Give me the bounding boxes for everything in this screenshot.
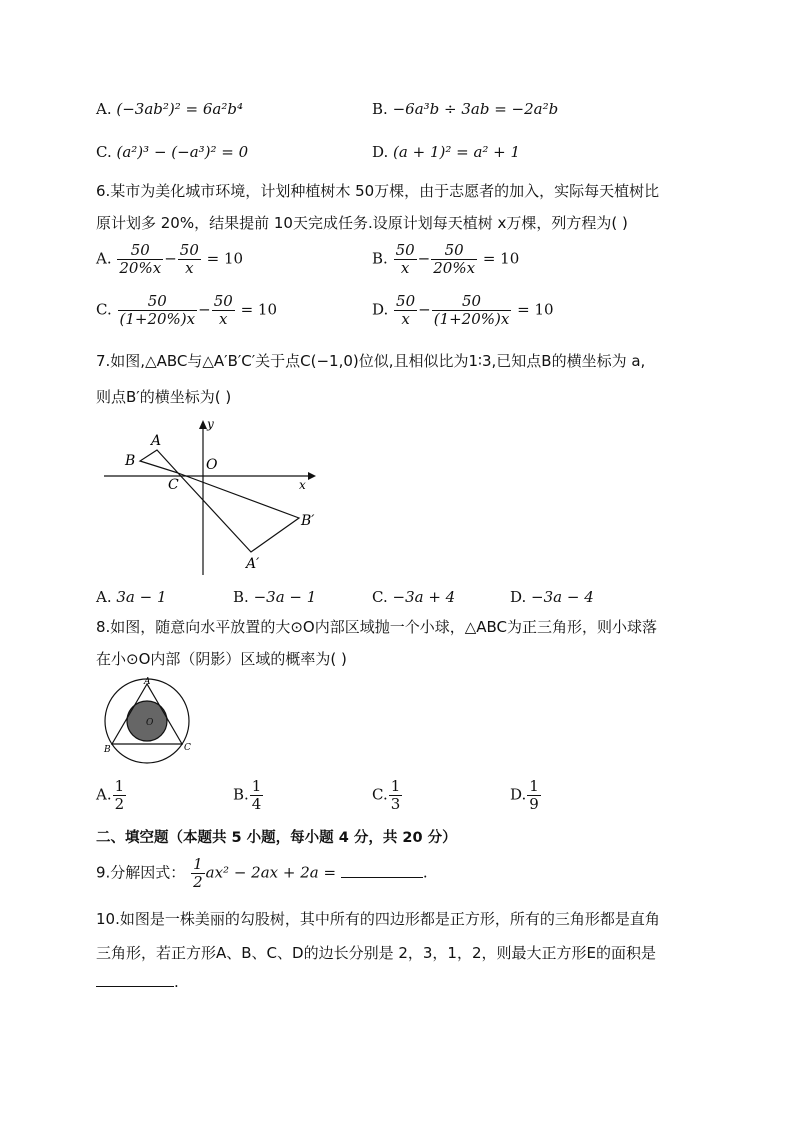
q10-stem-line1: 10.如图是一株美丽的勾股树，其中所有的四边形都是正方形，所有的三角形都是直角 bbox=[96, 910, 660, 928]
q8-option-d bbox=[510, 778, 542, 813]
q8d-den: 9 bbox=[529, 795, 539, 813]
q8b-label: B. bbox=[233, 785, 249, 804]
q8-stem-line2: 在小⊙O内部（阴影）区域的概率为( ) bbox=[96, 650, 347, 668]
q7a-text: 3a − 1 bbox=[116, 588, 167, 606]
label-o: O bbox=[206, 457, 218, 473]
q6-option-c-label: C. bbox=[96, 300, 112, 319]
q5-option-a-label: A. bbox=[96, 100, 112, 118]
q8b-num: 1 bbox=[251, 777, 262, 795]
q9-suffix: . bbox=[422, 863, 428, 882]
label-a: A bbox=[151, 433, 162, 449]
q6d-num1: 50 bbox=[396, 292, 416, 310]
q6-stem-line1: 6.某市为美化城市环境，计划种植树木 50万棵，由于志愿者的加入，实际每天植树比 bbox=[96, 182, 660, 200]
q8-option-c bbox=[372, 778, 403, 813]
q6a-num1: 50 bbox=[130, 241, 150, 259]
q8d-label: D. bbox=[510, 785, 527, 804]
q9 bbox=[96, 856, 428, 891]
q5-option-b-label: B. bbox=[372, 100, 388, 118]
q9-prefix: 9.分解因式： bbox=[96, 863, 186, 882]
q8-label-b: B bbox=[104, 745, 111, 755]
q7-stem-line2: 则点B′的横坐标为( ) bbox=[96, 388, 232, 406]
q8-stem-line1: 8.如图，随意向水平放置的大⊙O内部区域抛一个小球，△ABC为正三角形，则小球落 bbox=[96, 618, 657, 636]
q10-answer-blank[interactable] bbox=[96, 972, 174, 987]
q7-option-c bbox=[372, 588, 455, 606]
q10-suffix: . bbox=[174, 973, 179, 991]
label-b: B bbox=[125, 453, 136, 469]
q8a-label: A. bbox=[96, 785, 112, 804]
triangle-abc-prime bbox=[178, 473, 299, 552]
q7-figure bbox=[96, 415, 326, 580]
label-b-prime: B′ bbox=[301, 513, 315, 529]
q9-expr: ax² − 2ax + 2a = bbox=[205, 863, 337, 882]
q6b-rhs: = 10 bbox=[482, 249, 520, 268]
q7a-label: A. bbox=[96, 588, 112, 606]
q7c-text: −3a + 4 bbox=[392, 588, 456, 606]
q6c-num2: 50 bbox=[213, 292, 233, 310]
q7c-label: C. bbox=[372, 588, 388, 606]
label-y: y bbox=[207, 417, 214, 431]
q7-stem-line1: 7.如图,△ABC与△A′B′C′关于点C(−1,0)位似,且相似比为1∶3,已知点B的横坐标为 a, bbox=[96, 352, 646, 370]
section2-title: 二、填空题（本题共 5 小题，每小题 4 分，共 20 分） bbox=[96, 830, 457, 846]
q6c-num1: 50 bbox=[147, 292, 167, 310]
label-x: x bbox=[299, 478, 306, 492]
q5-option-c-text: (a²)³ − (−a³)² = 0 bbox=[116, 143, 249, 161]
q10-stem-line2: 三角形，若正方形A、B、C、D的边长分别是 2，3，1，2，则最大正方形E的面积是 bbox=[96, 944, 656, 962]
y-axis-arrow-icon bbox=[199, 420, 207, 429]
q7d-label: D. bbox=[510, 588, 527, 606]
q5-option-d bbox=[372, 143, 520, 161]
q8d-num: 1 bbox=[529, 777, 539, 795]
q5-option-a-text: (−3ab²)² = 6a²b⁴ bbox=[116, 100, 243, 118]
q8-label-o: O bbox=[146, 718, 154, 728]
q5-option-d-label: D. bbox=[372, 143, 389, 161]
q7-option-d bbox=[510, 588, 594, 606]
q6-stem-line2: 原计划多 20%，结果提前 10天完成任务.设原计划每天植树 x万棵，列方程为( ) bbox=[96, 214, 628, 232]
q6d-den2: (1+20%)x bbox=[433, 310, 510, 328]
q8-option-a bbox=[96, 778, 127, 813]
q6a-den2: x bbox=[178, 259, 201, 277]
q8a-den: 2 bbox=[114, 795, 125, 813]
label-a-prime: A′ bbox=[246, 556, 260, 572]
q10-answer bbox=[96, 972, 179, 991]
label-c: C bbox=[168, 477, 179, 493]
q8-option-b bbox=[233, 778, 264, 813]
q6d-rhs: = 10 bbox=[517, 300, 554, 319]
q8-label-c: C bbox=[184, 743, 191, 753]
q5-option-c bbox=[96, 143, 248, 161]
q6c-den2: x bbox=[212, 310, 235, 328]
q9-answer-blank[interactable] bbox=[341, 863, 423, 878]
q6-option-d-label: D. bbox=[372, 300, 389, 319]
triangle-abc bbox=[140, 450, 178, 473]
q6a-den1: 20%x bbox=[119, 259, 162, 277]
q7-option-b bbox=[233, 588, 316, 606]
q7d-text: −3a − 4 bbox=[531, 588, 594, 606]
q6b-den1: x bbox=[394, 259, 417, 277]
q6b-den2: 20%x bbox=[433, 259, 476, 277]
q6-option-a: A. $\frac{50}{20\%x}$ − $\frac{50}{x}$ = 10 bbox=[96, 241, 244, 277]
q9-den: 2 bbox=[193, 873, 203, 891]
q8b-den: 4 bbox=[251, 795, 262, 813]
q8-figure bbox=[100, 675, 200, 775]
q5-option-a bbox=[96, 100, 243, 118]
q6d-num2: 50 bbox=[461, 292, 482, 310]
q5-option-c-label: C. bbox=[96, 143, 112, 161]
q6-option-d: D. $\frac{50}{x}$ − $\frac{50}{(1+20\%)x}$ = 10 bbox=[372, 292, 554, 328]
q6a-rhs: = 10 bbox=[206, 249, 244, 268]
q6c-rhs: = 10 bbox=[240, 300, 278, 319]
q6d-den1: x bbox=[394, 310, 417, 328]
q8c-label: C. bbox=[372, 785, 388, 804]
q9-num: 1 bbox=[193, 855, 203, 873]
q7b-label: B. bbox=[233, 588, 249, 606]
q6c-den1: (1+20%)x bbox=[119, 310, 196, 328]
q6-option-b-label: B. bbox=[372, 249, 388, 268]
q5-option-d-text: (a + 1)² = a² + 1 bbox=[393, 143, 521, 161]
q6-option-a-label: A. bbox=[96, 249, 112, 268]
q8c-num: 1 bbox=[390, 777, 401, 795]
q5-option-b bbox=[372, 100, 558, 118]
q5-option-b-text: −6a³b ÷ 3ab = −2a²b bbox=[392, 100, 559, 118]
q8-label-a: A bbox=[144, 677, 151, 687]
q6b-num2: 50 bbox=[444, 241, 464, 259]
q7b-text: −3a − 1 bbox=[253, 588, 317, 606]
q6a-num2: 50 bbox=[179, 241, 199, 259]
q6-option-c: C. $\frac{50}{(1+20\%)x}$ − $\frac{50}{x}$ = 10 bbox=[96, 292, 278, 328]
q8a-num: 1 bbox=[114, 777, 125, 795]
x-axis-arrow-icon bbox=[308, 472, 316, 480]
q7-option-a bbox=[96, 588, 167, 606]
q6b-num1: 50 bbox=[395, 241, 415, 259]
q6-option-b: B. $\frac{50}{x}$ − $\frac{50}{20\%x}$ = 10 bbox=[372, 241, 520, 277]
q8c-den: 3 bbox=[390, 795, 401, 813]
